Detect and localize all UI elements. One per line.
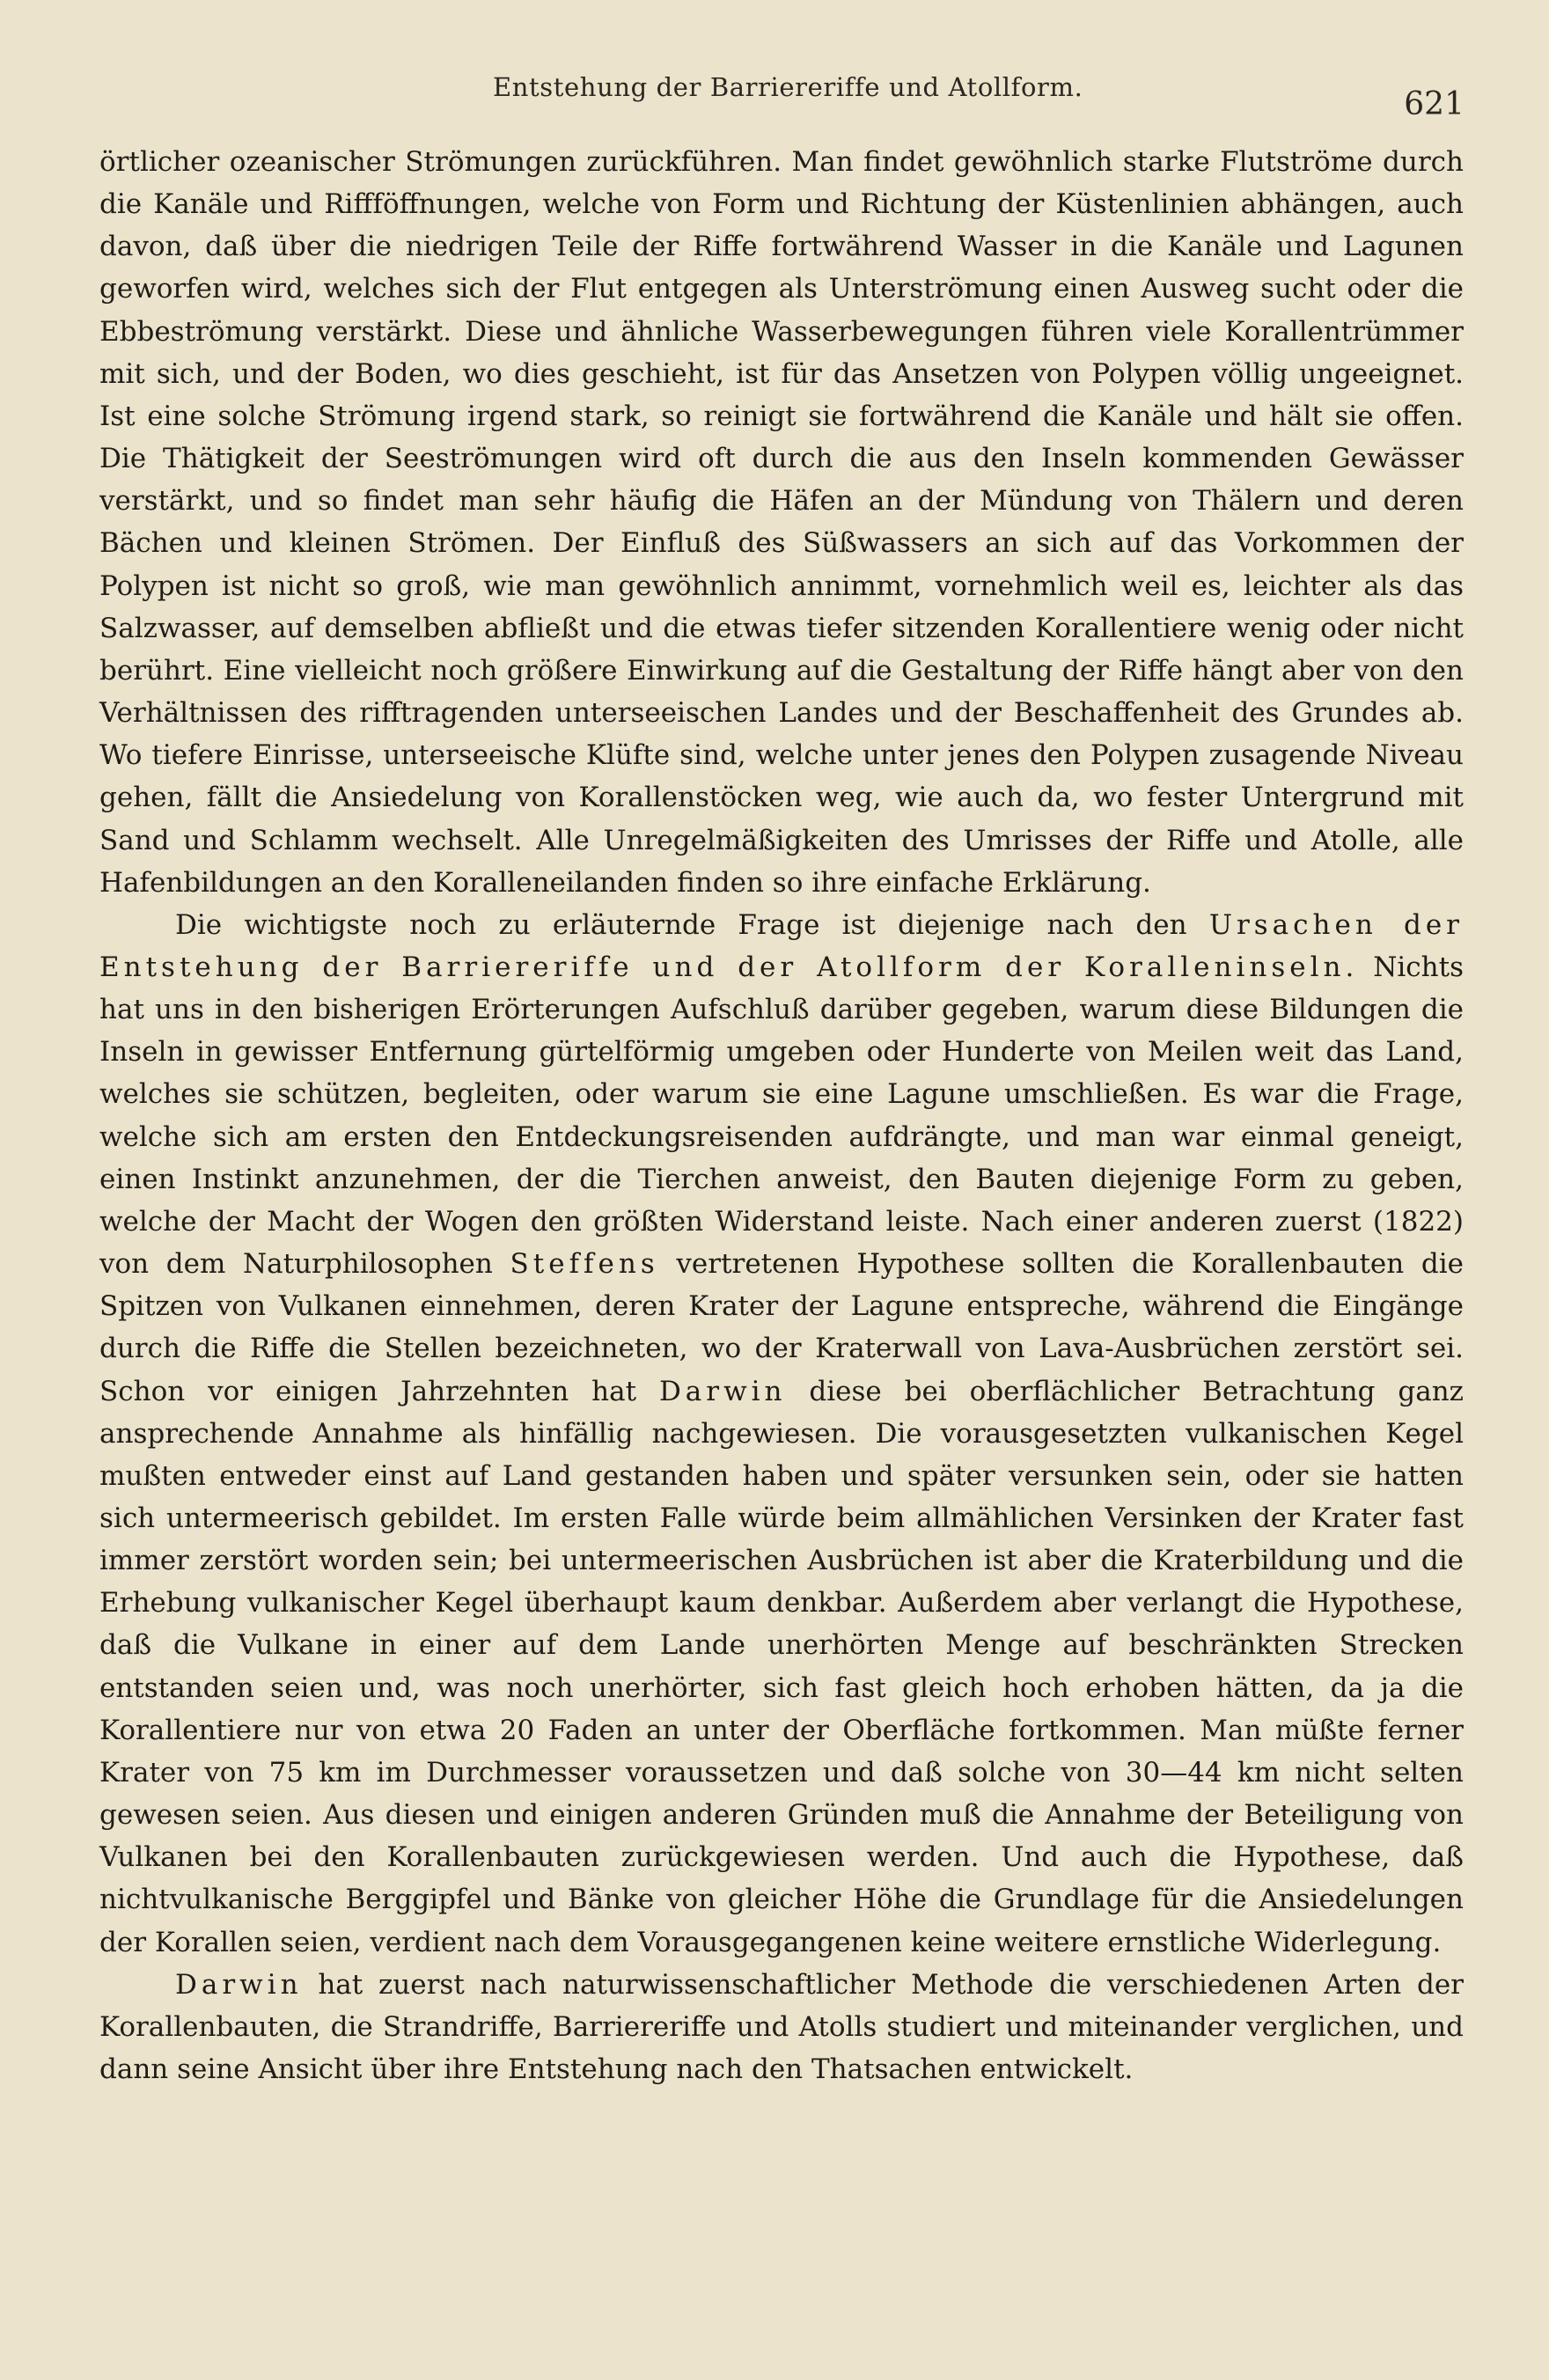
name-darwin-2: Darwin <box>175 1968 303 2001</box>
paragraph-2-end: diese bei oberflächlicher Betrachtung ganz ansprechende Annahme als hinfällig nachgewiesen. Die vorausgesetzten vulkanischen Kegel mußten entweder einst auf Land gestanden haben und später versunken sein, oder sie hatten sich untermeerisch gebildet. Im ersten Falle würde beim allmählichen Versinken der Krater fast immer zerstört worden sein; bei untermeerischen Ausbrüchen ist aber die Kraterbildung und die Erhebung vulkanischer Kegel überhaupt kaum denkbar. Außerdem aber verlangt die Hypothese, daß die Vulkane in einer auf dem Lande unerhörten Menge auf beschränkten Strecken entstanden seien und, was noch unerhörter, sich fast gleich hoch erhoben hätten, da ja die Korallentiere nur von etwa 20 Faden an unter der Oberfläche fortkommen. Man müßte ferner Krater von 75 km im Durchmesser voraussetzen und daß solche von 30—44 km nicht selten gewesen seien. Aus diesen und einigen anderen Gründen muß die Annahme der Beteiligung von Vulkanen bei den Korallenbauten zurückgewiesen werden. Und auch die Hypothese, daß nichtvulkanische Berggipfel und Bänke von gleicher Höhe die Grundlage für die Ansiedelungen der Korallen seien, verdient nach dem Vorausgegangenen keine weitere ernstliche Widerlegung. <box>99 1375 1464 1958</box>
paragraph-1: örtlicher ozeanischer Strömungen zurückführen. Man findet gewöhnlich starke Flutströme durch die Kanäle und Riffföffnungen, welche von Form und Richtung der Küstenlinien abhängen, auch davon, daß über die niedrigen Teile der Riffe fortwährend Wasser in die Kanäle und Lagunen geworfen wird, welches sich der Flut entgegen als Unterströmung einen Ausweg sucht oder die Ebbeströmung verstärkt. Diese und ähnliche Wasserbewegungen führen viele Korallentrümmer mit sich, und der Boden, wo dies geschieht, ist für das Ansetzen von Polypen völlig ungeeignet. Ist eine solche Strömung irgend stark, so reinigt sie fortwährend die Kanäle und hält sie offen. Die Thätigkeit der Seeströmungen wird oft durch die aus den Inseln kommenden Gewässer verstärkt, und so findet man sehr häufig die Häfen an der Mündung von Thälern und deren Bächen und kleinen Strömen. Der Einfluß des Süßwassers an sich auf das Vorkommen der Polypen ist nicht so groß, wie man gewöhnlich annimmt, vornehmlich weil es, leichter als das Salzwasser, auf demselben abfließt und die etwas tiefer sitzenden Korallentiere wenig oder nicht berührt. Eine vielleicht noch größere Einwirkung auf die Gestaltung der Riffe hängt aber von den Verhältnissen des rifftragenden unterseeischen Landes und der Beschaffenheit des Grundes ab. Wo tiefere Einrisse, unterseeische Klüfte sind, welche unter jenes den Polypen zusagende Niveau gehen, fällt die Ansiedelung von Korallenstöcken weg, wie auch da, wo fester Untergrund mit Sand und Schlamm wechselt. Alle Unregelmäßigkeiten des Umrisses der Riffe und Atolle, alle Hafenbildungen an den Koralleneilanden finden so ihre einfache Erklärung. <box>99 146 1464 899</box>
paragraph-2 <box>99 904 1464 1964</box>
page-number: 621 <box>1404 86 1465 122</box>
body-text <box>99 141 1464 2090</box>
name-darwin: Darwin <box>658 1375 787 1407</box>
paragraph-3-rest: hat zuerst nach naturwissenschaftlicher Methode die verschiedenen Arten der Korallenbauten, die Strandriffe, Barriereriffe und Atolls studiert und miteinander verglichen, und dann seine Ansicht über ihre Entstehung nach den Thatsachen entwickelt. <box>99 1968 1464 2086</box>
paragraph-3 <box>99 1964 1464 2090</box>
paragraph-2-rest: Nichts hat uns in den bisherigen Erörterungen Aufschluß darüber gegeben, warum diese Bildungen die Inseln in gewisser Entfernung gürtelförmig umgeben oder Hunderte von Meilen weit das Land, welches sie schützen, begleiten, oder warum sie eine Lagune umschließen. Es war die Frage, welche sich am ersten den Entdeckungsreisenden aufdrängte, und man war einmal geneigt, einen Instinkt anzunehmen, der die Tierchen anweist, den Bauten diejenige Form zu geben, welche der Macht der Wogen den größten Widerstand leiste. Nach einer anderen zuerst (1822) von dem Naturphilosophen <box>99 951 1464 1281</box>
paragraph-2-emphasis: Ursachen der Entstehung der Barriereriffe und der Atollform der Koralleninseln. <box>99 908 1465 983</box>
paragraph-2-mid: vertretenen Hypothese sollten die Korallenbauten die Spitzen von Vulkanen einnehmen, deren Krater der Lagune entspreche, während die Eingänge durch die Riffe die Stellen bezeichneten, wo der Kraterwall von Lava-Ausbrüchen zerstört sei. Schon vor einigen Jahrzehnten hat <box>99 1248 1464 1407</box>
running-head-title: Entstehung der Barriereriffe und Atollform. <box>493 72 1083 102</box>
name-steffens: Steffens <box>510 1248 659 1281</box>
paragraph-2-lead: Die wichtigste noch zu erläuternde Frage ist diejenige nach den <box>175 908 1187 941</box>
